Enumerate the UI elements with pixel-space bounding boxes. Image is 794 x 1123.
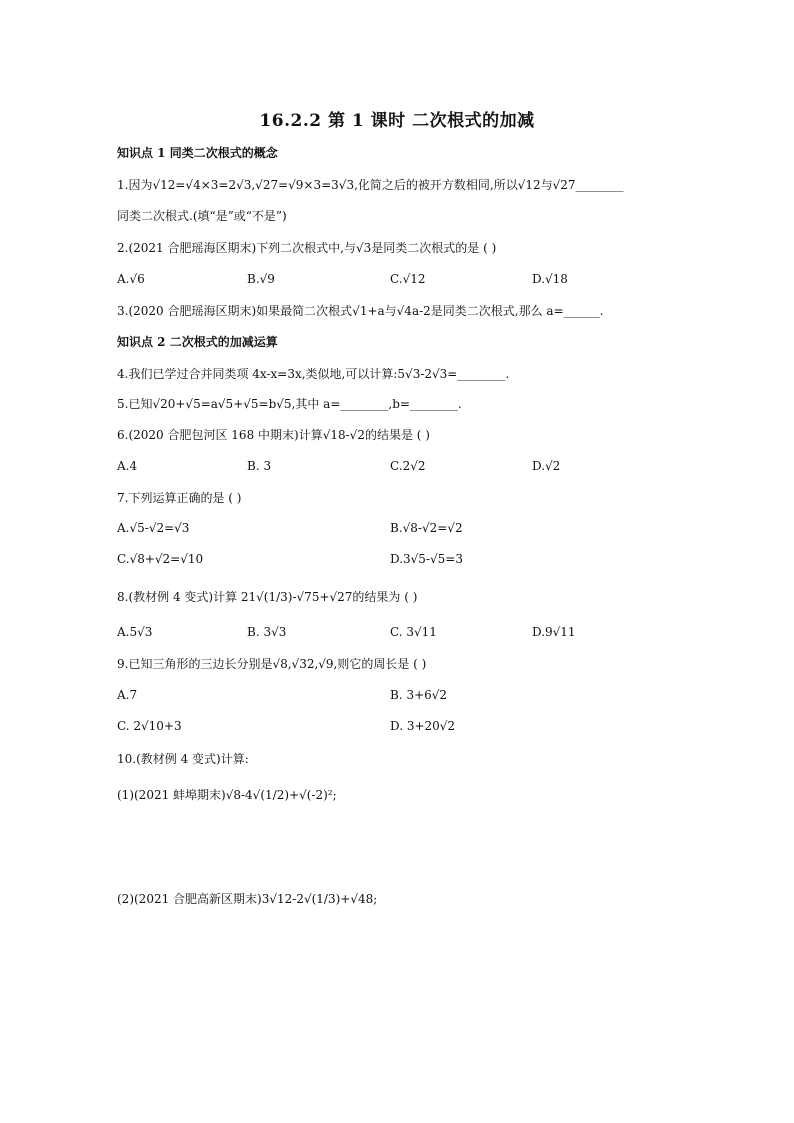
- question-7-options-row-2: [117, 551, 677, 567]
- question-3: 3.(2020 合肥瑶海区期末)如果最简二次根式√1+a与√4a-2是同类二次根式,那么 a=______.: [117, 304, 604, 318]
- option-d: D.3√5-√5=3: [390, 552, 463, 566]
- question-10-part-1: (1)(2021 蚌埠期末)√8-4√(1/2)+√(-2)²;: [117, 788, 337, 802]
- question-9: 9.已知三角形的三边长分别是√8,√32,√9,则它的周长是 ( ): [117, 657, 427, 671]
- question-7-options-row-1: [117, 520, 677, 536]
- option-d: D. 3+20√2: [390, 719, 456, 733]
- knowledge-point-1-heading: 知识点 1 同类二次根式的概念: [117, 146, 278, 160]
- option-c: C. 2√10+3: [117, 719, 182, 733]
- question-8: 8.(教材例 4 变式)计算 21√(1/3)-√75+√27的结果为 ( ): [117, 590, 418, 604]
- knowledge-point-2-heading: 知识点 2 二次根式的加减运算: [117, 335, 278, 349]
- option-c: C.2√2: [390, 459, 426, 473]
- question-2-options: [117, 271, 677, 287]
- question-2: 2.(2021 合肥瑶海区期末)下列二次根式中,与√3是同类二次根式的是 ( ): [117, 241, 497, 255]
- option-d: D.9√11: [532, 625, 576, 639]
- question-10-part-2: (2)(2021 合肥高新区期末)3√12-2√(1/3)+√48;: [117, 892, 378, 906]
- question-4: 4.我们已学过合并同类项 4x-x=3x,类似地,可以计算:5√3-2√3=________.: [117, 367, 510, 381]
- option-c: C.√12: [390, 272, 426, 286]
- option-b: B. 3√3: [247, 625, 287, 639]
- option-c: C. 3√11: [390, 625, 437, 639]
- option-a: A.7: [117, 688, 138, 702]
- option-b: B.√8-√2=√2: [390, 521, 463, 535]
- option-d: D.√18: [532, 272, 568, 286]
- question-7: 7.下列运算正确的是 ( ): [117, 491, 242, 505]
- page-title: 16.2.2 第 1 课时 二次根式的加减: [259, 111, 535, 131]
- option-d: D.√2: [532, 459, 561, 473]
- question-8-options: [117, 624, 677, 640]
- option-c: C.√8+√2=√10: [117, 552, 204, 566]
- question-6-options: [117, 458, 677, 474]
- question-10: 10.(教材例 4 变式)计算:: [117, 752, 249, 766]
- question-9-options-row-2: [117, 718, 677, 734]
- option-a: A.√5-√2=√3: [117, 521, 190, 535]
- option-b: B. 3: [247, 459, 272, 473]
- option-a: A.√6: [117, 272, 145, 286]
- question-9-options-row-1: [117, 687, 677, 703]
- option-a: A.5√3: [117, 625, 153, 639]
- option-b: B. 3+6√2: [390, 688, 448, 702]
- question-1-line-1: 1.因为√12=√4×3=2√3,√27=√9×3=3√3,化简之后的被开方数相同,所以√12与√27________: [117, 178, 624, 192]
- option-a: A.4: [117, 459, 138, 473]
- question-5: 5.已知√20+√5=a√5+√5=b√5,其中 a=________,b=________.: [117, 397, 462, 411]
- question-6: 6.(2020 合肥包河区 168 中期末)计算√18-√2的结果是 ( ): [117, 428, 430, 442]
- option-b: B.√9: [247, 272, 275, 286]
- question-1-line-2: 同类二次根式.(填“是”或“不是”): [117, 209, 287, 223]
